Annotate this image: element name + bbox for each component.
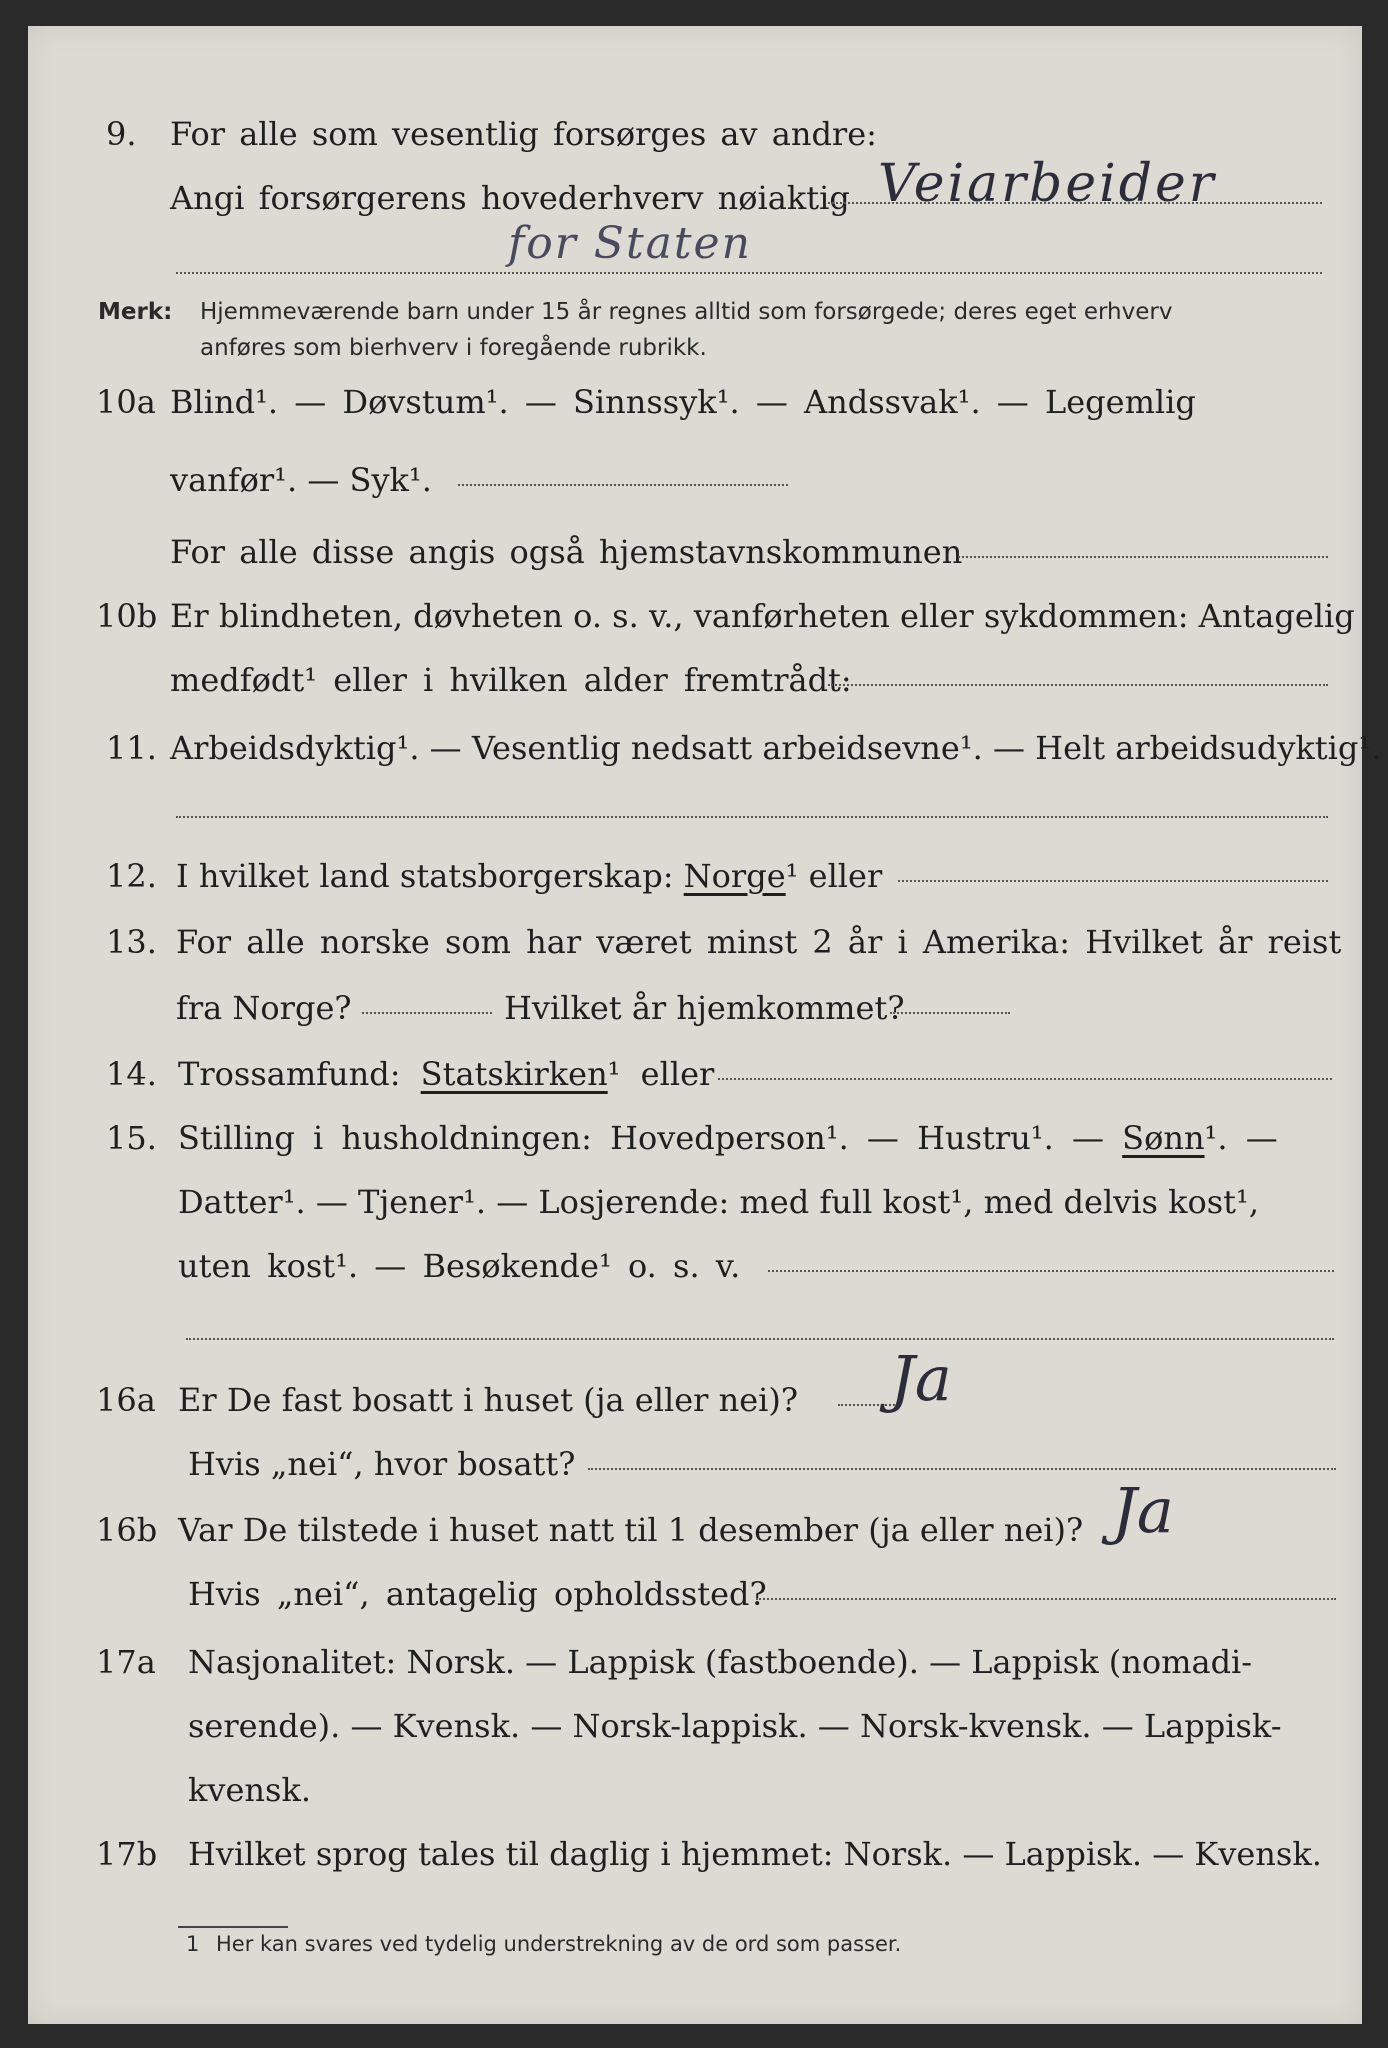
merk-line1: Hjemmeværende barn under 15 år regnes alltid som forsørgede; deres eget erhverv (200, 299, 1173, 325)
footnote-rule (178, 1926, 288, 1928)
q16b-line1: Var De tilstede i huset natt til 1 desember (ja eller nei)? (178, 1511, 1084, 1549)
census-form-page (28, 26, 1382, 2024)
q10a-dotted-line-2 (958, 556, 1328, 558)
q13-dotted-line-2 (890, 1012, 1010, 1014)
q10b-line2: medfødt¹ eller i hvilken alder fremtrådt: (170, 661, 852, 699)
q15-line1: Stilling i husholdningen: Hovedperson¹. — Hustru¹. — Sønn¹. — (178, 1119, 1278, 1157)
q12-underlined-answer: Norge (683, 857, 786, 895)
q17a-number: 17a (96, 1643, 156, 1681)
q10a-dotted-line-1 (458, 484, 788, 486)
q13-line2b: Hvilket år hjemkommet? (504, 989, 905, 1027)
q17a-line1: Nasjonalitet: Norsk. — Lappisk (fastboende). — Lappisk (nomadi- (188, 1643, 1253, 1681)
q16a-handwritten-answer: Ja (890, 1342, 952, 1415)
q14-underlined-answer: Statskirken (420, 1055, 608, 1093)
q13-dotted-line-1 (362, 1012, 492, 1014)
q14-line: Trossamfund: Statskirken¹ eller (178, 1055, 715, 1093)
q16a-line1: Er De fast bosatt i huset (ja eller nei)? (178, 1381, 799, 1419)
q10a-number: 10a (96, 383, 156, 421)
q16b-line2: Hvis „nei“, antagelig opholdssted? (188, 1575, 767, 1613)
q15-underlined-answer: Sønn (1122, 1119, 1205, 1157)
q17a-line3: kvensk. (188, 1771, 311, 1809)
q13-line2a: fra Norge? (176, 989, 352, 1027)
q9-line2: Angi forsørgerens hovederhverv nøiaktig (170, 179, 850, 217)
q16a-dotted-line-1 (838, 1404, 898, 1406)
q15-dotted-line-1 (768, 1270, 1334, 1272)
q10b-number: 10b (96, 597, 158, 635)
q15-dotted-line-2 (186, 1338, 1334, 1340)
q10a-line3: For alle disse angis også hjemstavnskommunen (170, 533, 963, 571)
q10b-dotted-line (828, 684, 1328, 686)
q16a-number: 16a (96, 1381, 156, 1419)
q13-line1: For alle norske som har været minst 2 år i Amerika: Hvilket år reist (176, 923, 1342, 961)
q16b-dotted-line (756, 1598, 1336, 1600)
q9-dotted-line-2 (176, 272, 1322, 274)
merk-line2: anføres som bierhverv i foregående rubrikk. (200, 335, 707, 361)
q9-handwritten-answer2: for Staten (508, 218, 752, 269)
q10a-line2: vanfør¹. — Syk¹. (170, 461, 432, 499)
q17a-line2: serende). — Kvensk. — Norsk-lappisk. — Norsk-kvensk. — Lappisk- (188, 1707, 1282, 1745)
q12-dotted-line (898, 880, 1328, 882)
q10b-line1: Er blindheten, døvheten o. s. v., vanførheten eller sykdommen: Antagelig (170, 597, 1355, 635)
q12-line: I hvilket land statsborgerskap: Norge¹ eller (176, 857, 883, 895)
q17b-number: 17b (96, 1835, 158, 1873)
merk-label: Merk: (98, 299, 173, 325)
q11-line1: Arbeidsdyktig¹. — Vesentlig nedsatt arbeidsevne¹. — Helt arbeidsudyktig¹. (170, 729, 1382, 767)
q10a-line1: Blind¹. — Døvstum¹. — Sinnssyk¹. — Andssvak¹. — Legemlig (170, 383, 1196, 421)
q12-number: 12. (106, 857, 157, 895)
footnote-mark: 1 (186, 1932, 200, 1956)
q15-line2: Datter¹. — Tjener¹. — Losjerende: med full kost¹, med delvis kost¹, (178, 1183, 1260, 1221)
q16a-line2: Hvis „nei“, hvor bosatt? (188, 1445, 576, 1483)
q16a-dotted-line-2 (588, 1468, 1336, 1470)
q16b-handwritten-answer: Ja (1112, 1474, 1174, 1547)
q15-line3: uten kost¹. — Besøkende¹ o. s. v. (178, 1247, 741, 1285)
q14-dotted-line (718, 1078, 1332, 1080)
q17b-line1: Hvilket sprog tales til daglig i hjemmet: Norsk. — Lappisk. — Kvensk. (188, 1835, 1322, 1873)
q14-number: 14. (106, 1055, 157, 1093)
q9-line1: For alle som vesentlig forsørges av andre: (170, 115, 877, 153)
q11-number: 11. (106, 729, 157, 767)
q9-handwritten-answer1: Veiarbeider (878, 154, 1217, 214)
q13-number: 13. (106, 923, 157, 961)
q16b-number: 16b (96, 1511, 158, 1549)
q15-number: 15. (106, 1119, 157, 1157)
q9-number: 9. (106, 115, 137, 153)
q11-dotted-line (176, 816, 1328, 818)
footnote-text: Her kan svares ved tydelig understrekning av de ord som passer. (216, 1932, 902, 1956)
